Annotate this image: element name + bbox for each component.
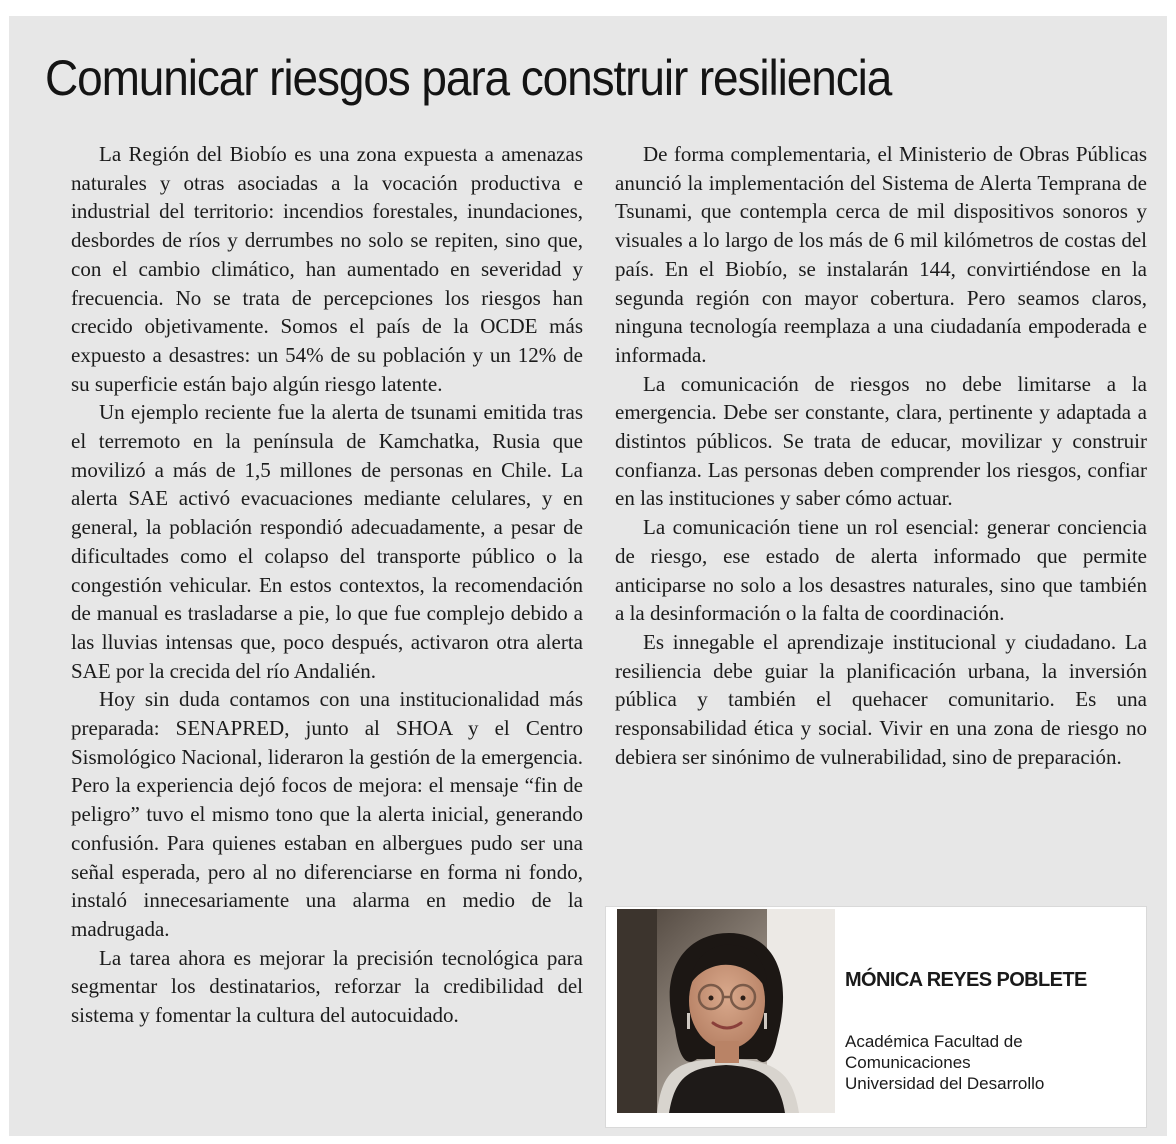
article-title: Comunicar riesgos para construir resiliencia (45, 50, 892, 106)
author-role-line: Comunicaciones (845, 1053, 971, 1072)
article-paragraph: La comunicación de riesgos no debe limitarse a la emergencia. Debe ser constante, clara, pertinente y adaptada a distintos públicos. Se trata de educar, movilizar y construir confianza. Las personas deben comprender los riesgos, confiar en las instituciones y saber cómo actuar. (615, 371, 1147, 511)
article-column-right (615, 140, 1147, 771)
author-box (605, 906, 1147, 1128)
author-portrait-image (617, 909, 835, 1113)
newspaper-clipping (9, 16, 1167, 1136)
article-paragraph: La comunicación tiene un rol esencial: generar conciencia de riesgo, ese estado de alerta informado que permite anticiparse no solo a los desastres naturales, sino que también a la desinformación o la falta de coordinación. (615, 515, 1147, 626)
article-paragraph: De forma complementaria, el Ministerio de Obras Públicas anunció la implementación del Sistema de Alerta Temprana de Tsunami, que contempla cerca de mil dispositivos sonoros y visuales a lo largo de los más de 6 mil kilómetros de costas del país. En el Biobío, se instalarán 144, convirtiéndose en la segunda región con mayor cobertura. Pero seamos claros, ninguna tecnología reemplaza a una ciudadanía empoderada e informada. (615, 142, 1147, 367)
article-paragraph: La Región del Biobío es una zona expuesta a amenazas naturales y otras asociadas a la vocación productiva e industrial del territorio: incendios forestales, inundaciones, desbordes de ríos y derrumbes no solo se repiten, sino que, con el cambio climático, han aumentado en severidad y frecuencia. No se trata de percepciones los riesgos han crecido objetivamente. Somos el país de la OCDE más expuesto a desastres: un 54% de su población y un 12% de su superficie están bajo algún riesgo latente. (71, 142, 583, 396)
article-paragraph: La tarea ahora es mejorar la precisión tecnológica para segmentar los destinatarios, reforzar la credibilidad del sistema y fomentar la cultura del autocuidado. (71, 945, 583, 1028)
author-role-line: Académica Facultad de (845, 1032, 1023, 1051)
author-role-line: Universidad del Desarrollo (845, 1074, 1045, 1093)
article-paragraph: Un ejemplo reciente fue la alerta de tsunami emitida tras el terremoto en la península de Kamchatka, Rusia que movilizó a más de 1,5 millones de personas en Chile. La alerta SAE activó evacuaciones mediante celulares, y en general, la población respondió adecuadamente, a pesar de dificultades como el colapso del transporte público o la congestión vehicular. En estos contextos, la recomendación de manual es trasladarse a pie, lo que fue complejo debido a las lluvias intensas que, poco después, activaron otra alerta SAE por la crecida del río Andalién. (71, 400, 583, 683)
author-name: MÓNICA REYES POBLETE (845, 969, 1087, 991)
article-paragraph: Es innegable el aprendizaje institucional y ciudadano. La resiliencia debe guiar la planificación urbana, la inversión pública y también el quehacer comunitario. Es una responsabilidad ética y social. Vivir en una zona de riesgo no debiera ser sinónimo de vulnerabilidad, sino de preparación. (615, 629, 1147, 769)
author-affiliation (845, 1031, 1135, 1094)
article-paragraph: Hoy sin duda contamos con una institucionalidad más preparada: SENAPRED, junto al SHOA y el Centro Sismológico Nacional, lideraron la gestión de la emergencia. Pero la experiencia dejó focos de mejora: el mensaje “fin de peligro” tuvo el mismo tono que la alerta inicial, generando confusión. Para quienes estaban en albergues pudo ser una señal esperada, pero al no diferenciarse en forma ni fondo, instaló innecesariamente una alarma en medio de la madrugada. (71, 687, 583, 941)
author-photo (617, 909, 835, 1113)
article-column-left (71, 140, 583, 1030)
